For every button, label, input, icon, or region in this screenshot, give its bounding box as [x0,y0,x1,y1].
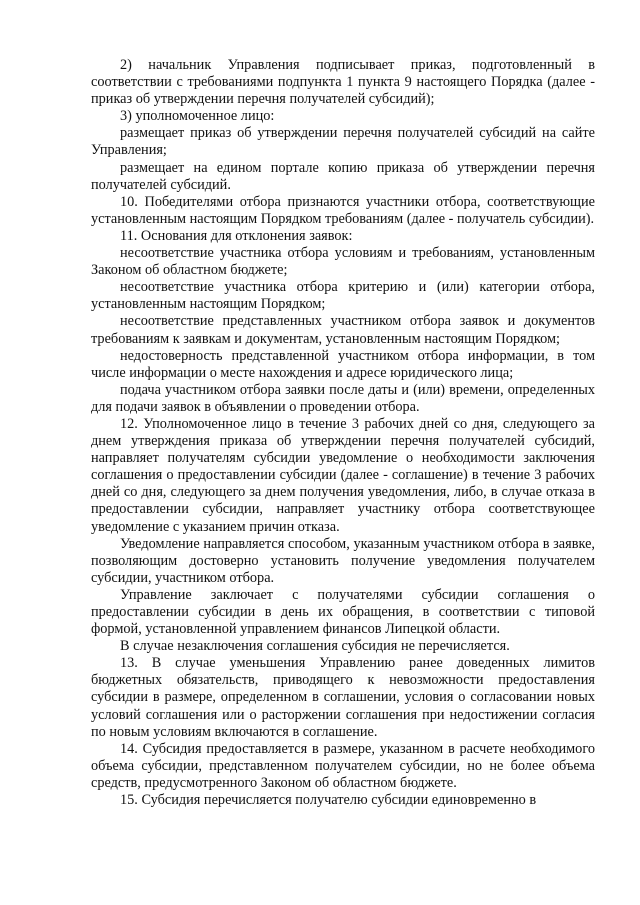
paragraph: размещает на едином портале копию приказа об утверждении перечня получателей субсидий. [91,159,595,193]
paragraph: Уведомление направляется способом, указанным участником отбора в заявке, позволяющим достоверно установить получение уведомления получателем субсидии, участником отбора. [91,535,595,586]
paragraph: 12. Уполномоченное лицо в течение 3 рабочих дней со дня, следующего за днем утверждения приказа об утверждении перечня получателей субсидий, направляет получателям субсидии уведомление о необходимости заключения соглашения о предоставлении субсидии (далее - соглашение) в течение 3 рабочих дней со дня, следующего за днем получения уведомления, либо, в случае отказа в предоставлении субсидии, направляет участнику отбора соответствующее уведомление с указанием причин отказа. [91,415,595,535]
paragraph: несоответствие участника отбора критерию и (или) категории отбора, установленным настоящим Порядком; [91,279,595,313]
paragraph: 3) уполномоченное лицо: [120,108,275,125]
paragraph: несоответствие представленных участником отбора заявок и документов требованиям к заявкам и документам, установленным настоящим Порядком; [91,313,595,347]
paragraph: 2) начальник Управления подписывает приказ, подготовленный в соответствии с требованиями подпункта 1 пункта 9 настоящего Порядка (далее - приказ об утверждении перечня получателей субсидий); [91,57,595,108]
paragraph: несоответствие участника отбора условиям и требованиям, установленным Законом об областном бюджете; [91,245,595,279]
paragraph: 13. В случае уменьшения Управлению ранее доведенных лимитов бюджетных обязательств, приводящего к невозможности предоставления субсидии в размере, определенном в соглашении, условия о согласовании новых условий соглашения или о расторжении соглашения при недостижении согласия по новым условиям включаются в соглашение. [91,655,595,740]
paragraph: подача участником отбора заявки после даты и (или) времени, определенных для подачи заявок в объявлении о проведении отбора. [91,381,595,415]
paragraph: недостоверность представленной участником отбора информации, в том числе информации о месте нахождения и адресе юридического лица; [91,347,595,381]
paragraph: 15. Субсидия перечисляется получателю субсидии единовременно в [120,792,537,809]
paragraph: 14. Субсидия предоставляется в размере, указанном в расчете необходимого объема субсидии, представленном получателем субсидии, но не более объема средств, предусмотренного Законом об областном бюджете. [91,740,595,791]
document-body [91,57,595,809]
paragraph: В случае незаключения соглашения субсидия не перечисляется. [120,638,510,655]
paragraph: Управление заключает с получателями субсидии соглашения о предоставлении субсидии в день их обращения, в соответствии с типовой формой, установленной управлением финансов Липецкой области. [91,586,595,638]
paragraph: размещает приказ об утверждении перечня получателей субсидий на сайте Управления; [91,125,595,159]
paragraph: 10. Победителями отбора признаются участники отбора, соответствующие установленным настоящим Порядком требованиям (далее - получатель субсидии). [91,193,595,227]
paragraph: 11. Основания для отклонения заявок: [120,227,353,244]
